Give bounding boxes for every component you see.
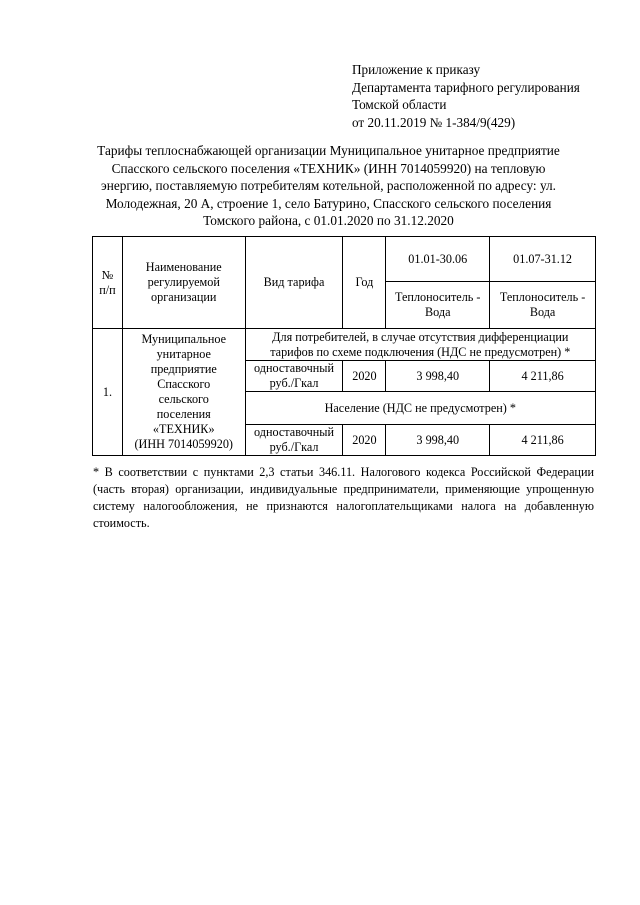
- appendix-line: Приложение к приказу: [352, 62, 481, 77]
- header-num: № п/п: [93, 237, 123, 329]
- title-line: Тарифы теплоснабжающей организации Муниципальное унитарное предприятие: [97, 143, 560, 158]
- group-2-value-1: 3 998,40: [386, 425, 490, 456]
- group-2-label: Население (НДС не предусмотрен) *: [245, 392, 595, 425]
- org-line: (ИНН 7014059920): [134, 437, 233, 451]
- group-1-tariff-type: [245, 361, 343, 392]
- header-tariff-type: Вид тарифа: [245, 237, 343, 329]
- group-1-value-2: 4 211,86: [490, 361, 596, 392]
- row-num: 1.: [93, 329, 123, 456]
- appendix-line: Томской области: [352, 97, 447, 113]
- header-period-1: 01.01-30.06: [386, 237, 490, 282]
- tariff-type-line: руб./Гкал: [269, 440, 319, 454]
- org-line: унитарное: [156, 347, 211, 361]
- header-carrier-1: Теплоноситель - Вода: [386, 282, 490, 329]
- group-2-tariff-type: [245, 425, 343, 456]
- group-2-year: 2020: [343, 425, 386, 456]
- group-1-value-1: 3 998,40: [386, 361, 490, 392]
- footnote: * В соответствии с пунктами 2,3 статьи 346.11. Налогового кодекса Российской Федерации (часть вторая) организации, индивидуальные предприниматели, применяющие упрощенную систему налогообложения, не признаются налогоплательщиками налога на добавленную стоимость.: [93, 465, 594, 530]
- tariff-type-line: руб./Гкал: [269, 376, 319, 390]
- header-year: Год: [343, 237, 386, 329]
- title-line: Молодежная, 20 А, строение 1, село Батурино, Спасского сельского поселения: [105, 195, 552, 211]
- tariff-type-line: одноставочный: [254, 361, 334, 375]
- org-line: предприятие: [150, 362, 217, 376]
- title-line: Спасского сельского поселения «ТЕХНИК» (ИНН 7014059920) на тепловую: [111, 160, 546, 176]
- appendix-note: [352, 61, 622, 131]
- header-org: Наименование регулируемой организации: [122, 237, 245, 329]
- group-1-line: Для потребителей, в случае отсутствия дифференциации: [272, 329, 569, 344]
- org-line: Спасского: [157, 377, 211, 391]
- document-title: [86, 142, 571, 230]
- org-line: сельского: [158, 392, 209, 406]
- tariff-table: [92, 236, 596, 456]
- group-1-line: тарифов по схеме подключения (НДС не предусмотрен) *: [270, 344, 571, 359]
- row-org: [122, 329, 245, 456]
- header-carrier-2: Теплоноситель - Вода: [490, 282, 596, 329]
- group-1-label: [245, 329, 595, 361]
- group-2-value-2: 4 211,86: [490, 425, 596, 456]
- appendix-line: от 20.11.2019 № 1-384/9(429): [352, 114, 516, 130]
- title-line: энергию, поставляемую потребителям котельной, расположенной по адресу: ул.: [101, 178, 556, 194]
- header-period-2: 01.07-31.12: [490, 237, 596, 282]
- title-line: Томского района, с 01.01.2020 по 31.12.2020: [203, 213, 454, 229]
- tariff-type-line: одноставочный: [254, 425, 334, 439]
- group-1-year: 2020: [343, 361, 386, 392]
- org-line: Муниципальное: [141, 332, 227, 346]
- org-line: поселения: [156, 407, 211, 421]
- appendix-line: Департамента тарифного регулирования: [352, 79, 580, 95]
- org-line: «ТЕХНИК»: [152, 422, 215, 436]
